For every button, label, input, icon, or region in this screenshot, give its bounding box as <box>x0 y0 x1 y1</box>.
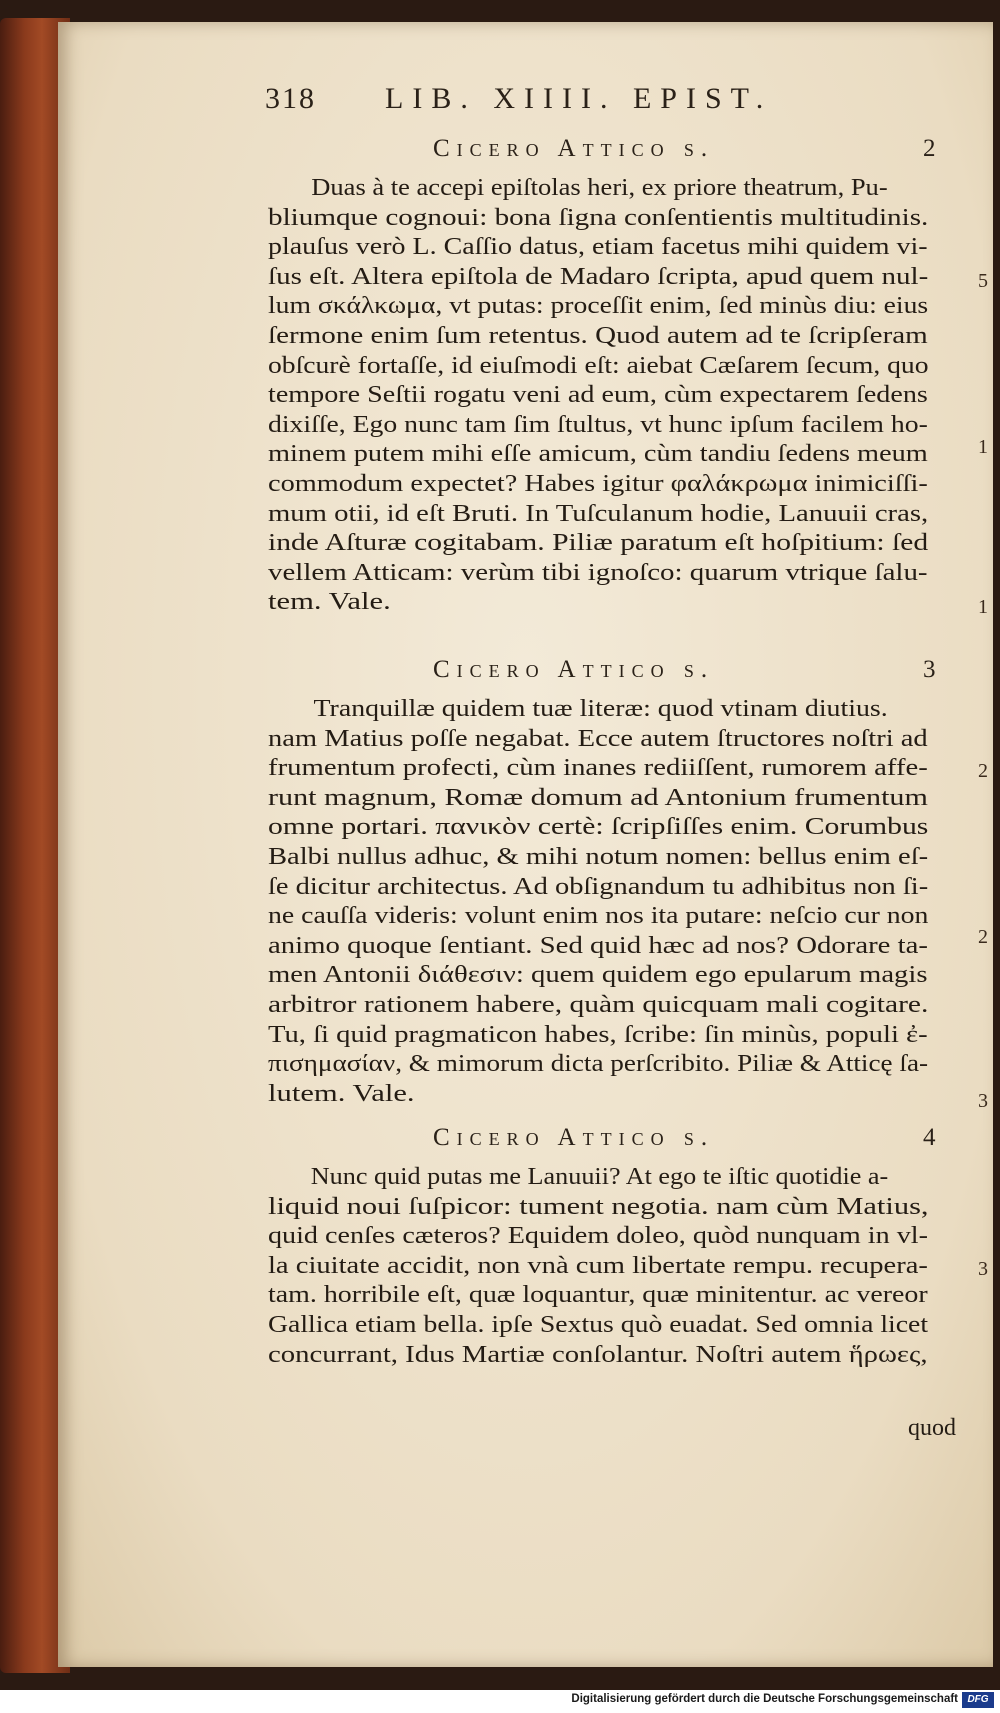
text-line: men Antonii διάθεσιν: quem quidem ego epularum magis <box>268 961 928 989</box>
text-line: ſermone enim ſum retentus. Quod autem ad te ſcripſeram <box>268 321 928 349</box>
text-line: πισημασίαν, & mimorum dicta perſcribito. Piliæ & Atticę ſa- <box>268 1050 929 1078</box>
letter-3 <box>268 656 968 1108</box>
text-line: ne cauſſa videris: volunt enim nos ita putare: neſcio cur non <box>268 902 929 930</box>
text-line: ſus eſt. Altera epiſtola de Madaro ſcripta, apud quem nul- <box>268 262 929 290</box>
page-header <box>265 82 785 122</box>
text-line: ſe dicitur architectus. Ad obſignandum tu adhibitus non ſi- <box>268 872 929 900</box>
text-line: plauſus verò L. Caſſio datus, etiam facetus mihi quidem vi- <box>268 233 928 261</box>
catchword: quod <box>908 1415 956 1441</box>
text-line: Tu, ſi quid pragmaticon habes, ſcribe: ſin minùs, populi ἐ- <box>268 1020 928 1048</box>
letter-salutation: Cicero Attico s. <box>433 135 715 162</box>
text-line: Nunc quid putas me Lanuuii? At ego te iſtic quotidie a- <box>310 1163 889 1190</box>
letter-number: 3 <box>923 656 936 683</box>
text-line: tam. horribile eſt, quæ loquantur, quæ minitentur. ac vereor <box>268 1281 928 1309</box>
text-line: Balbi nullus adhuc, & mihi notum nomen: bellus enim eſ- <box>268 842 929 870</box>
margin-note: 2 <box>978 926 988 948</box>
text-line: tem. Vale. <box>268 588 391 616</box>
letter-body <box>268 694 968 1108</box>
letter-number: 2 <box>923 135 936 162</box>
letter-salutation: Cicero Attico s. <box>433 1124 715 1151</box>
text-line: animo quoque ſentiant. Sed quid hæc ad nos? Odorare ta- <box>268 931 928 959</box>
text-line: dixiſſe, Ego nunc tam ſim ſtultus, vt hunc ipſum facilem ho- <box>268 410 928 438</box>
text-line: nam Matius poſſe negabat. Ecce autem ſtructores noſtri ad <box>268 724 928 752</box>
letter-body <box>268 1162 968 1369</box>
text-line: obſcurè fortaſſe, id eiuſmodi eſt: aiebat Cæſarem ſecum, quo <box>268 351 929 379</box>
running-head: LIB. XIIII. EPIST. <box>385 82 773 115</box>
letter-heading <box>268 656 968 694</box>
margin-note: 1 <box>978 436 988 458</box>
text-line: vellem Atticam: verùm tibi ignoſco: quarum vtrique ſalu- <box>268 558 928 586</box>
text-line: runt magnum, Romæ domum ad Antonium frumentum <box>268 783 928 811</box>
letter-4 <box>268 1124 968 1369</box>
letter-salutation: Cicero Attico s. <box>433 656 715 683</box>
text-line: liquid noui ſuſpicor: tument negotia. nam cùm Matius, <box>268 1192 929 1220</box>
margin-note: 2 <box>978 760 988 782</box>
text-line: lutem. Vale. <box>268 1079 415 1107</box>
text-line: quid cenſes cæteros? Equidem doleo, quòd nunquam in vl- <box>268 1222 928 1250</box>
margin-note: 3 <box>978 1090 988 1112</box>
footer-credit: Digitalisierung gefördert durch die Deutsche Forschungsgemeinschaft <box>571 1693 958 1705</box>
page-number: 318 <box>265 82 316 115</box>
text-line: Tranquillæ quidem tuæ literæ: quod vtinam diutius. <box>313 695 888 722</box>
letter-heading <box>268 135 968 173</box>
text-line: bliumque cognoui: bona ſigna conſentientis multitudinis. <box>268 203 929 231</box>
text-line: arbitror rationem habere, quàm quicquam mali cogitare. <box>268 990 929 1018</box>
footer-bar <box>0 1690 1000 1713</box>
letter-body <box>268 173 968 617</box>
text-line: la ciuitate accidit, non vnà cum libertate rempu. recupera- <box>268 1251 928 1279</box>
text-line: concurrant, Idus Martiæ conſolantur. Noſtri autem ἥρωες, <box>268 1340 928 1368</box>
dfg-logo: DFG <box>962 1692 994 1708</box>
letter-number: 4 <box>923 1124 936 1151</box>
text-line: inde Aſturæ cogitabam. Piliæ paratum eſt hoſpitium: ſed <box>268 529 929 557</box>
text-line: lum σκάλκωμα, vt putas: proceſſit enim, ſed minùs diu: eius <box>268 292 929 320</box>
text-line: tempore Seſtii rogatu veni ad eum, cùm expectarem ſedens <box>268 381 928 409</box>
text-line: commodum expectet? Habes igitur φαλάκρωμα inimiciſſi- <box>268 469 928 497</box>
text-line: frumentum profecti, cùm inanes rediiſſent, rumorem affe- <box>268 754 928 782</box>
letter-2 <box>268 135 968 617</box>
margin-note: 5 <box>978 270 988 292</box>
text-line: mum otii, id eſt Bruti. In Tuſculanum hodie, Lanuuii cras, <box>268 499 929 527</box>
text-line: minem putem mihi eſſe amicum, cùm tandiu ſedens meum <box>268 440 928 468</box>
margin-note: 3 <box>978 1258 988 1280</box>
text-line: Duas à te accepi epiſtolas heri, ex priore theatrum, Pu- <box>311 174 888 201</box>
margin-note: 1 <box>978 596 988 618</box>
letter-heading <box>268 1124 968 1162</box>
text-line: omne portari. πανικὸν certè: ſcripſiſſes enim. Corumbus <box>268 813 929 841</box>
text-line: Gallica etiam bella. ipſe Sextus quò euadat. Sed omnia licet <box>268 1310 929 1338</box>
